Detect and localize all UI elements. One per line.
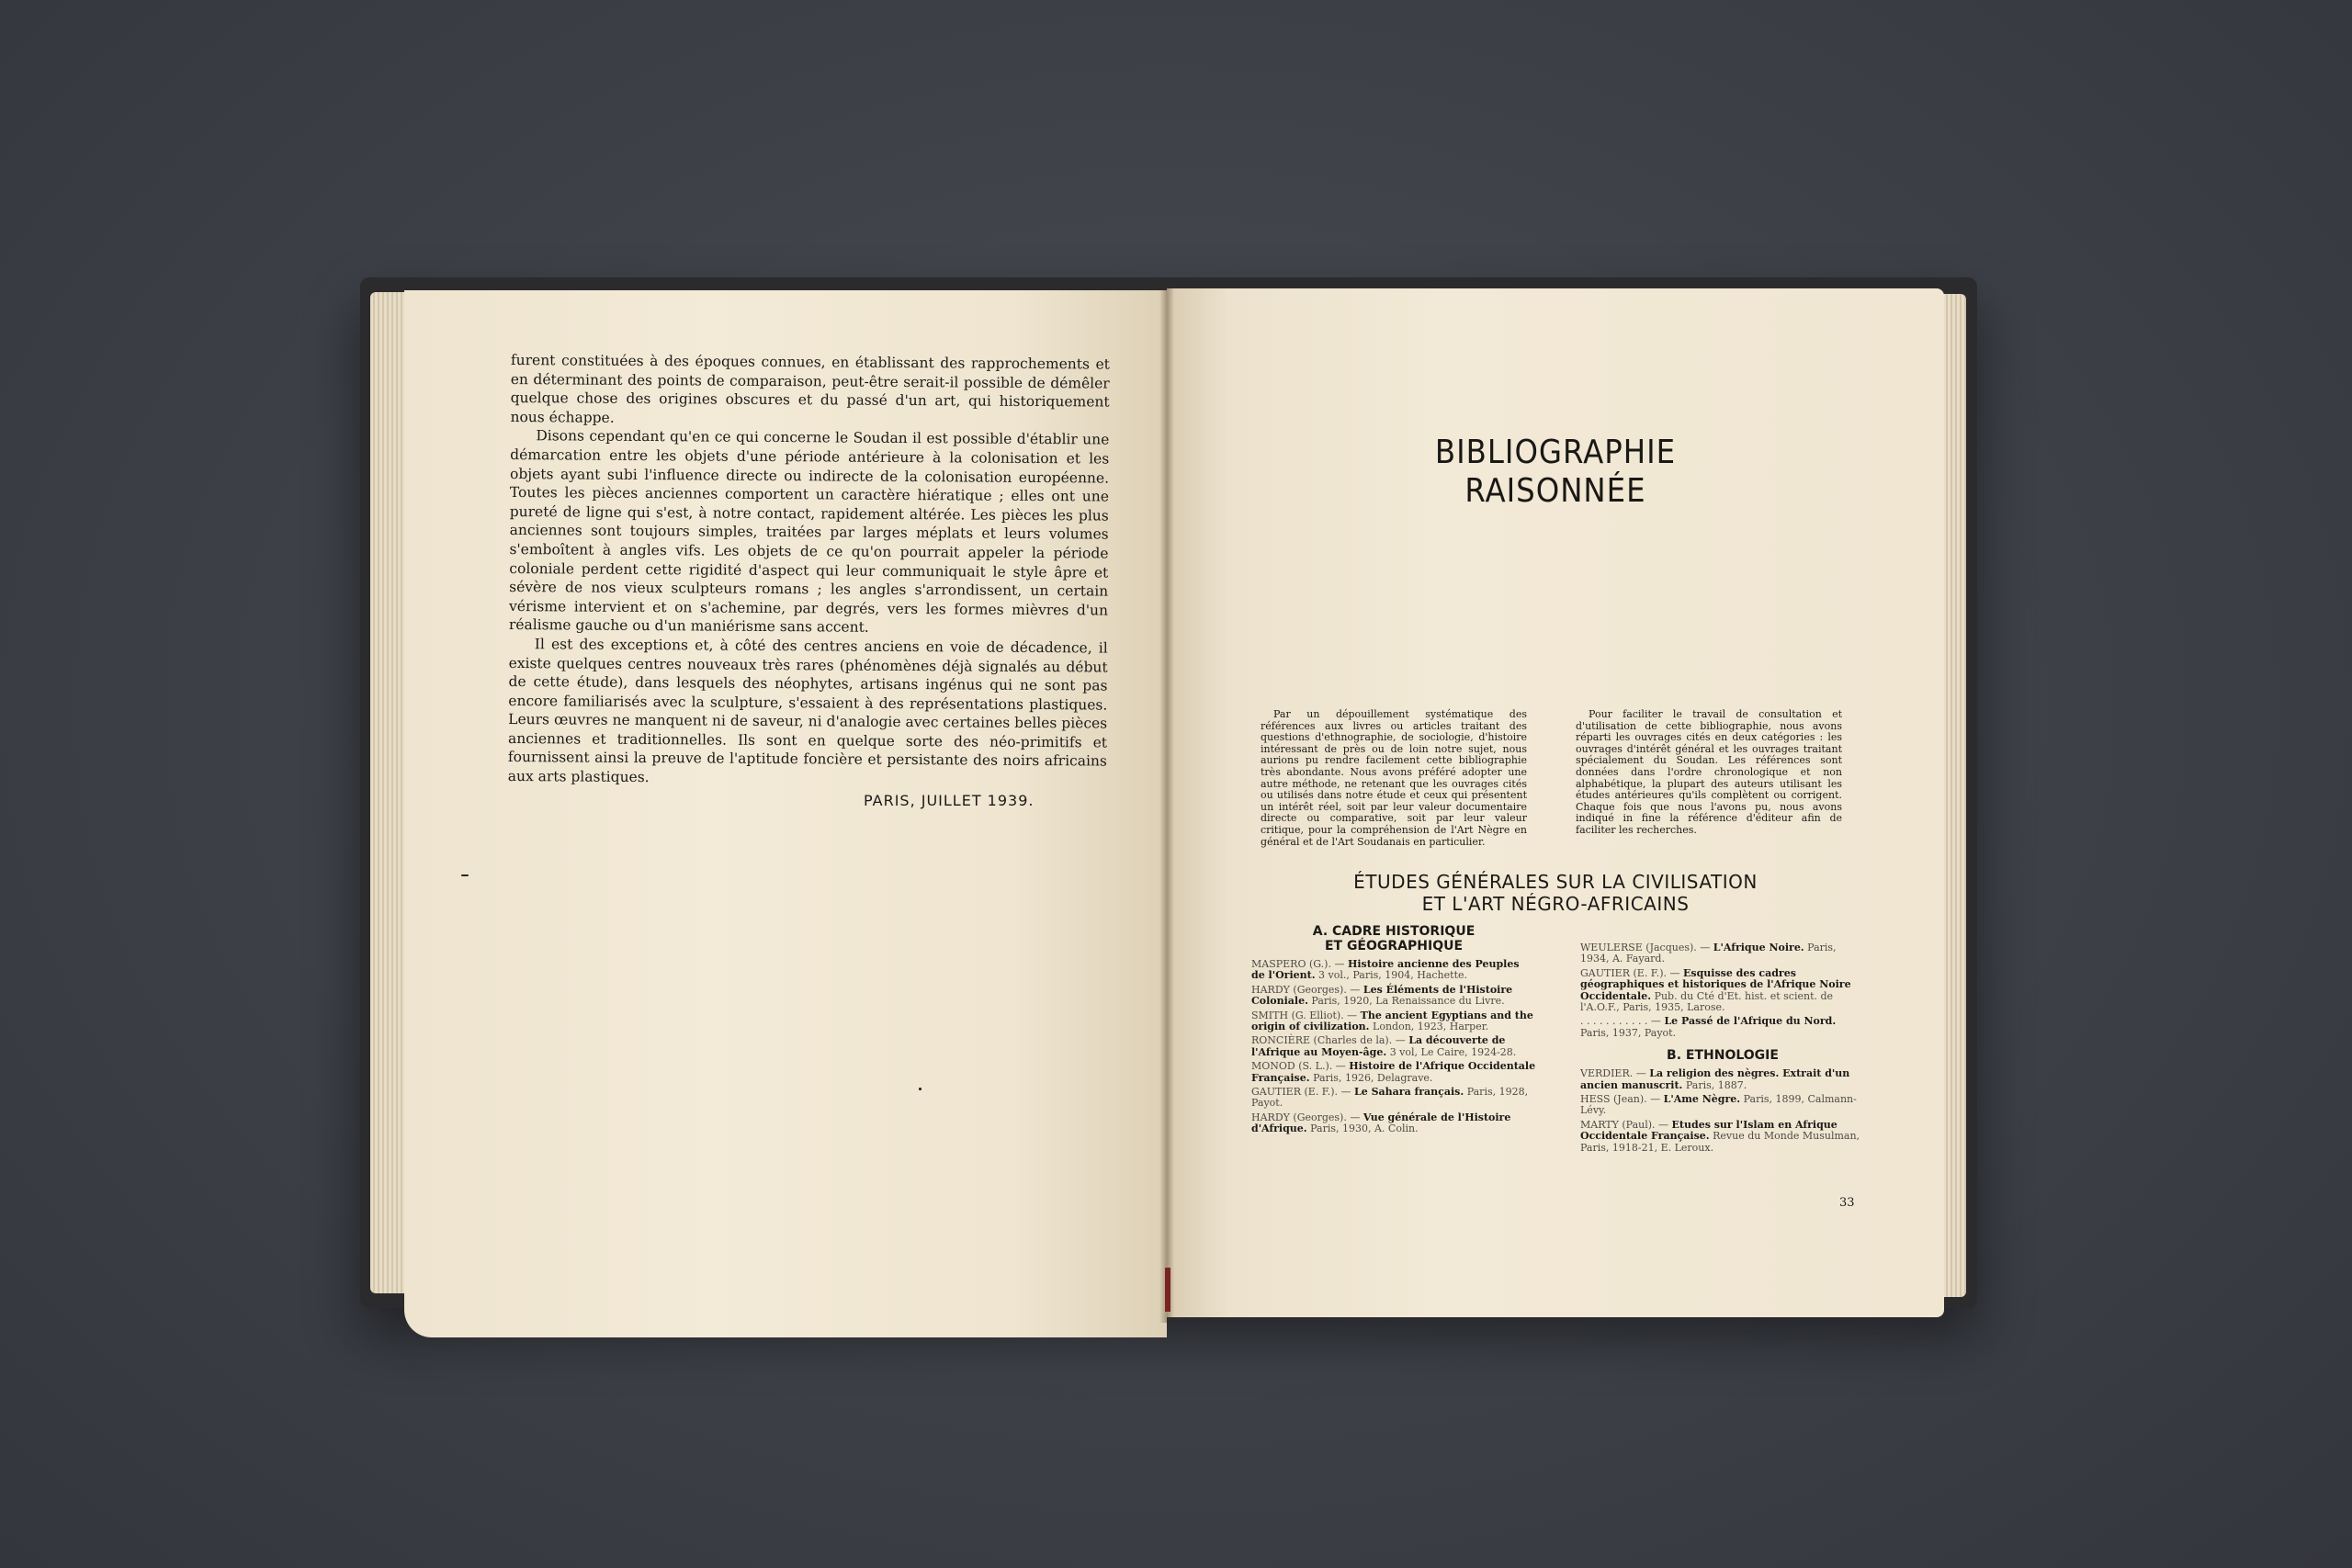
- entry-publication: Paris, 1928, Payot.: [1251, 1086, 1529, 1110]
- subsection-a-line-2: ET GÉOGRAPHIQUE: [1324, 939, 1464, 953]
- title-line-2: RAISONNÉE: [1464, 472, 1646, 510]
- section-heading-line-1: ÉTUDES GÉNÉRALES SUR LA CIVILISATION: [1353, 871, 1758, 893]
- headband: [1165, 1268, 1170, 1312]
- bib-entry: [1251, 985, 1536, 1008]
- bib-entry: [1251, 959, 1536, 982]
- entry-title: L'Afrique Noire.: [1713, 942, 1804, 953]
- bib-entry: [1580, 1120, 1865, 1154]
- entry-publication: 3 vol., Paris, 1904, Hachette.: [1318, 969, 1467, 982]
- entry-title: Le Passé de l'Afrique du Nord.: [1664, 1015, 1837, 1028]
- section-heading: [1167, 871, 1944, 915]
- ink-speck: [461, 874, 469, 876]
- entry-author: GAUTIER (E. F.). —: [1580, 966, 1680, 979]
- entry-title: Les Éléments de l'Histoire Coloniale.: [1251, 983, 1513, 1008]
- entry-author: MONOD (S. L.). —: [1251, 1060, 1346, 1073]
- entry-author: HESS (Jean). —: [1580, 1093, 1661, 1106]
- entry-author: . . . . . . . . . . . —: [1580, 1015, 1661, 1028]
- left-page: [404, 290, 1167, 1337]
- entry-title: The ancient Egyptians and the origin of civilization.: [1251, 1009, 1533, 1033]
- entry-publication: Paris, 1899, Calmann-Lévy.: [1580, 1093, 1857, 1117]
- entry-title: La religion des nègres. Extrait d'un ancien manuscrit.: [1580, 1067, 1850, 1091]
- entry-title: Le Sahara français.: [1354, 1086, 1464, 1099]
- entry-publication: Pub. du Cté d'Et. hist. et scient. de l'A.O.F., Paris, 1935, Larose.: [1580, 989, 1834, 1014]
- bibliography-column-a: [1251, 924, 1536, 1138]
- paragraph-2: Disons cependant qu'en ce qui concerne le Soudan il est possible d'établir une démarcation entre les objets d'une période antérieure à la colonisation et les objets ayant subi l'influence directe ou indirecte de la colonisation européenne. Toutes les pièces anciennes comportent un caractère hiératique ; elles ont une pureté de ligne qui s'est, à notre contact, rapidement altérée. Les pièces les plus anciennes sont toujours simples, traitées par larges méplats et leurs volumes s'emboîtent à angles vifs. Les objets de ce qu'on pourrait appeler la période coloniale perdent cette rigidité d'aspect qui leur communiquait le style âpre et sévère de nos vieux sculpteurs romans ; les angles s'arrondissent, un certain vérisme intervient et on s'achemine, par degrés, vers les formes mièvres d'un réalisme gauche ou d'un maniérisme sans accent.: [508, 427, 1110, 637]
- entry-author: GAUTIER (E. F.). —: [1251, 1086, 1351, 1099]
- subsection-a-heading: [1251, 924, 1536, 953]
- paragraph-3: Il est des exceptions et, à côté des centres anciens en voie de décadence, il existe quelques centres nouveaux très rares (phénomènes déjà signalés au début de cette étude), dans lesquels des néophytes, artisans ingénus qui ne sont pas encore familiarisés avec la sculpture, s'essaient à des représentations plastiques. Leurs œuvres ne manquent ni de saveur, ni d'analogie avec certaines belles pièces anciennes et traditionnelles. Ils sont en quelque sorte des néo-primitifs et fournissent ainsi la preuve de l'aptitude foncière et persistante des noirs africains aux arts plastiques.: [507, 636, 1108, 786]
- intro-text-1: Par un dépouillement systématique des références aux livres ou articles traitant des questions d'ethnographie, de sociologie, d'histoire intéressant de près ou de loin notre sujet, nous aurions pu rendre facilement cette bibliographie très abondante. Nous avons préféré adopter une autre méthode, ne retenant que les ouvrages cités ou utilisés dans notre étude et ceux qui présentent un intérêt réel, soit par leur valeur documentaire directe ou comparative, soit par leur valeur critique, pour la compréhension de l'Art Nègre en général et de l'Art Soudanais en particulier.: [1261, 708, 1527, 848]
- entry-author: MARTY (Paul). —: [1580, 1118, 1669, 1131]
- entry-title: L'Ame Nègre.: [1663, 1093, 1741, 1106]
- intro-text-2: Pour faciliter le travail de consultation et d'utilisation de cette bibliographie, nous avons réparti les ouvrages cités en deux catégories : les ouvrages d'intérêt général et les ouvrages traitant spécialement du Soudan. Les références sont données dans l'ordre chronologique et non alphabétique, la plupart des auteurs utilisant les études antérieures qu'ils complètent ou corrigent. Chaque fois que nous l'avons pu, nous avons indiqué in fine la référence d'éditeur afin de faciliter les recherches.: [1576, 708, 1842, 836]
- page-number: 33: [1839, 1196, 1855, 1210]
- entry-publication: Paris, 1930, A. Colin.: [1310, 1122, 1419, 1135]
- entry-title: Esquisse des cadres géographiques et historiques de l'Afrique Noire Occidentale.: [1580, 966, 1851, 1002]
- entry-author: HARDY (Georges). —: [1251, 983, 1361, 996]
- entry-publication: Paris, 1926, Delagrave.: [1313, 1071, 1433, 1084]
- bib-entry: [1580, 1068, 1865, 1091]
- entry-title: La découverte de l'Afrique au Moyen-âge.: [1251, 1034, 1506, 1058]
- entry-title: Histoire de l'Afrique Occidentale Française.: [1251, 1060, 1536, 1084]
- section-heading-line-2: ET L'ART NÉGRO-AFRICAINS: [1421, 893, 1690, 915]
- left-body-text: [508, 351, 1110, 790]
- entry-publication: Paris, 1934, A. Fayard.: [1580, 942, 1837, 965]
- bib-entry: [1251, 1061, 1536, 1084]
- entry-author: MASPERO (G.). —: [1251, 958, 1345, 970]
- bib-entry: [1580, 968, 1865, 1014]
- bib-entry: [1580, 942, 1865, 965]
- entry-author: WEULERSE (Jacques). —: [1580, 942, 1711, 953]
- place-date-signoff: PARIS, JUILLET 1939.: [864, 792, 1035, 809]
- entry-author: HARDY (Georges). —: [1251, 1111, 1361, 1123]
- left-page-edges: [370, 292, 407, 1293]
- bib-entry: [1251, 1087, 1536, 1110]
- entry-author: SMITH (G. Elliot). —: [1251, 1009, 1358, 1021]
- entry-title: Vue générale de l'Histoire d'Afrique.: [1251, 1111, 1511, 1135]
- entry-publication: Paris, 1920, La Renaissance du Livre.: [1311, 995, 1505, 1008]
- bib-entry: [1251, 1112, 1536, 1135]
- intro-paragraph-1: [1261, 709, 1527, 848]
- bibliography-column-b: [1580, 942, 1865, 1156]
- entry-publication: Revue du Monde Musulman, Paris, 1918-21, E. Leroux.: [1580, 1130, 1860, 1154]
- right-page: [1167, 288, 1944, 1317]
- subsection-b-heading: B. ETHNOLOGIE: [1667, 1048, 1779, 1064]
- entry-publication: Paris, 1937, Payot.: [1580, 1026, 1677, 1039]
- bib-entry: [1251, 1035, 1536, 1058]
- entry-publication: 3 vol, Le Caire, 1924-28.: [1389, 1045, 1517, 1058]
- entry-author: VERDIER. —: [1580, 1067, 1646, 1080]
- page-title: [1167, 434, 1944, 511]
- bib-entry: [1580, 1016, 1865, 1039]
- bib-entry: [1251, 1010, 1536, 1033]
- entry-title: Etudes sur l'Islam en Afrique Occidentale Française.: [1580, 1118, 1838, 1143]
- book-gutter: [1159, 285, 1174, 1323]
- entry-publication: Paris, 1887.: [1685, 1078, 1747, 1091]
- intro-paragraph-2: [1576, 709, 1842, 837]
- subsection-a-line-1: A. CADRE HISTORIQUE: [1312, 924, 1476, 939]
- entry-author: RONCIÈRE (Charles de la). —: [1251, 1034, 1406, 1047]
- bib-entry: [1580, 1094, 1865, 1117]
- ink-speck: [919, 1088, 922, 1090]
- paragraph-1: furent constituées à des époques connues, en établissant des rapprochements et en déterminant des points de comparaison, peut-être serait-il possible de démêler quelque chose des origines obscures et du passé d'un art, qui historiquement nous échappe.: [510, 351, 1110, 426]
- entry-publication: London, 1923, Harper.: [1373, 1021, 1489, 1033]
- title-line-1: BIBLIOGRAPHIE: [1434, 434, 1677, 471]
- entry-title: Histoire ancienne des Peuples de l'Orient.: [1251, 958, 1520, 982]
